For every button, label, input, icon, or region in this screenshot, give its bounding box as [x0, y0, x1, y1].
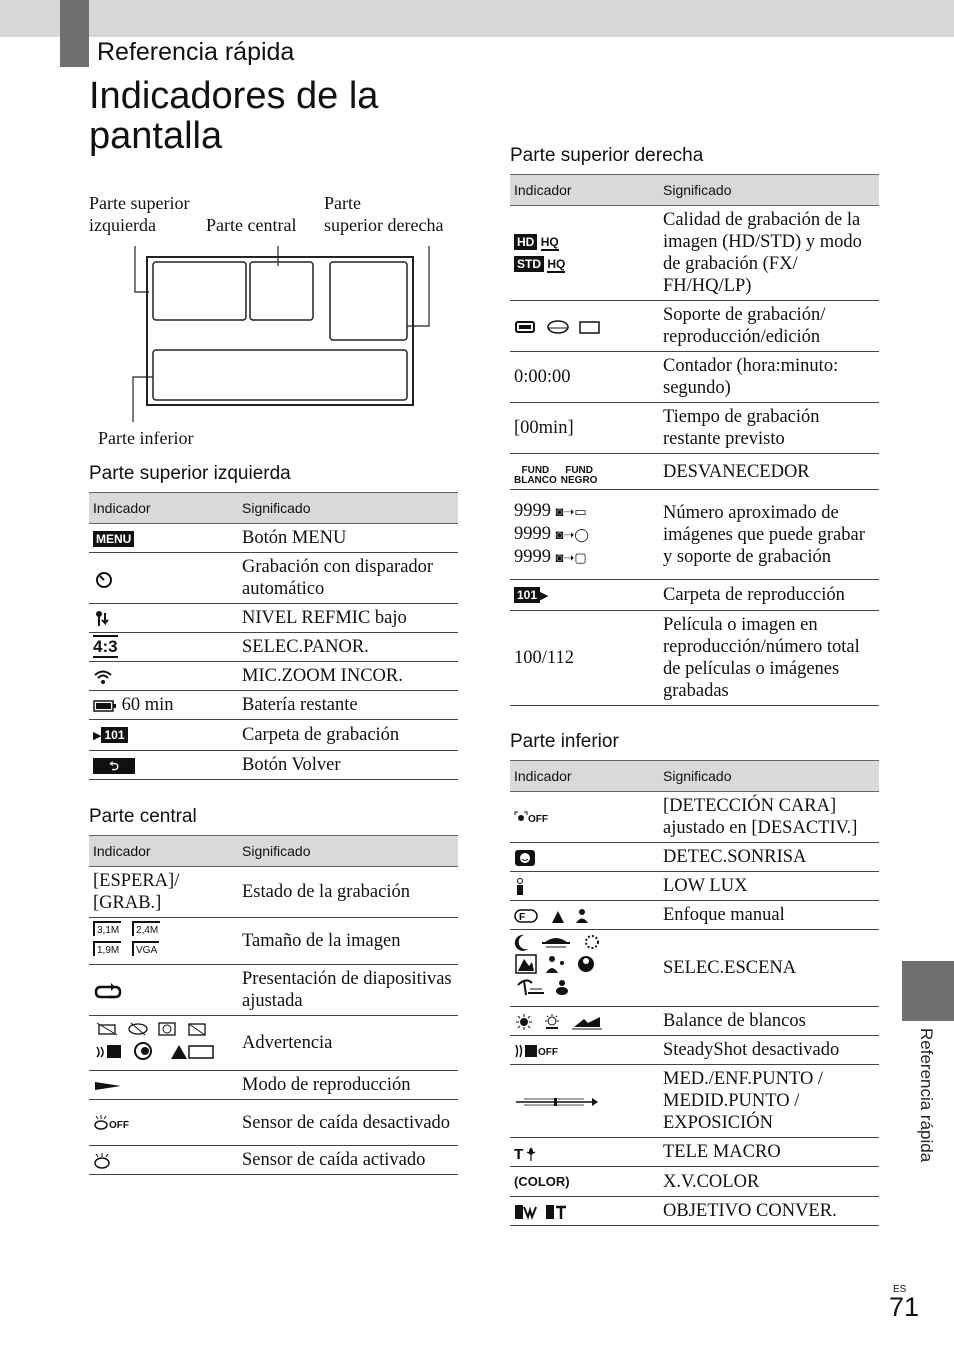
xv-color-icon: (COLOR): [514, 1174, 570, 1189]
table-row: NIVEL REFMIC bajo: [89, 604, 458, 633]
table-row: Advertencia: [89, 1016, 458, 1071]
table-row: 4:3 SELEC.PANOR.: [89, 633, 458, 662]
self-timer-icon: [93, 569, 115, 589]
drop-sensor-off-icon: OFF: [93, 1113, 129, 1133]
table-title-center: Parte central: [89, 806, 197, 827]
table-title-top-left: Parte superior izquierda: [89, 463, 291, 484]
low-lux-icon: [514, 877, 526, 897]
col-header-meaning: Significado: [659, 175, 879, 206]
table-row: [ESPERA]/ [GRAB.] Estado de la grabación: [89, 867, 458, 918]
header-accent-block: [60, 0, 89, 67]
rec-folder-icon: ▶ 101: [93, 724, 128, 744]
play-folder-icon: 101 ▶: [514, 584, 549, 604]
table-row: 3,1M 2,4M 1,9M VGA Tamaño de la imagen: [89, 918, 458, 965]
slideshow-repeat-icon: [93, 981, 123, 1001]
col-header-meaning: Significado: [238, 493, 458, 524]
table-row: Presentación de diapositivas ajustada: [89, 965, 458, 1016]
play-mode-icon: [93, 1079, 123, 1093]
col-header-indicator: Indicador: [510, 761, 659, 792]
screen-layout-diagram: [89, 190, 459, 430]
col-header-indicator: Indicador: [510, 175, 659, 206]
header-bar: [0, 0, 954, 37]
conversion-lens-icons: [514, 1203, 574, 1221]
diagram-label-bottom: Parte inferior: [98, 428, 194, 448]
table-row: Sensor de caída activado: [89, 1146, 458, 1175]
col-header-meaning: Significado: [238, 836, 458, 867]
table-row: MENU Botón MENU: [89, 524, 458, 553]
table-row: 0:00:00 Contador (hora:minuto: segundo): [510, 352, 879, 403]
table-row: OBJETIVO CONVER.: [510, 1197, 879, 1226]
table-row: OFF SteadyShot desactivado: [510, 1036, 879, 1065]
table-row: MED./ENF.PUNTO / MEDID.PUNTO / EXPOSICIÓN: [510, 1065, 879, 1138]
language-code: ES: [893, 1284, 907, 1295]
manual-focus-icons: [514, 907, 594, 925]
page-number: 71: [889, 1292, 920, 1322]
zoom-mic-icon: [93, 668, 113, 686]
table-top-right: [510, 174, 879, 706]
table-row: MIC.ZOOM INCOR.: [89, 662, 458, 691]
diagram-label-top-right: Parte superior derecha: [324, 193, 444, 235]
table-row: 9999 ◙➝▭ 9999 ◙➝◯ 9999 ◙➝▢ Número aproximado de imágenes que puede grabar y soporte de grabación: [510, 490, 879, 580]
battery-icon: [93, 699, 117, 713]
table-row: Grabación con disparador automático: [89, 553, 458, 604]
drop-sensor-on-icon: [93, 1152, 111, 1170]
ref-mic-low-icon: [93, 609, 113, 629]
photo-count-icons: 9999 ◙➝▭ 9999 ◙➝◯ 9999 ◙➝▢: [514, 501, 589, 567]
warning-icons: [93, 1019, 223, 1061]
table-row: LOW LUX: [510, 872, 879, 901]
table-row: FUND BLANCO FUND NEGRO DESVANECEDOR: [510, 454, 879, 490]
table-row: Balance de blancos: [510, 1007, 879, 1036]
media-icons: [514, 318, 604, 336]
menu-icon: MENU: [93, 531, 134, 547]
image-size-icon: 3,1M 2,4M 1,9M VGA: [93, 921, 234, 961]
spot-meter-icon: [514, 1096, 598, 1108]
table-bottom: [510, 760, 879, 1226]
table-title-bottom: Parte inferior: [510, 731, 619, 752]
table-row: 101 ▶ Carpeta de reproducción: [510, 580, 879, 611]
return-icon: ⮌: [93, 758, 135, 774]
tele-macro-icon: [514, 1144, 540, 1162]
smile-detection-icon: [514, 849, 536, 867]
table-row: OFF Sensor de caída desactivado: [89, 1100, 458, 1146]
table-center: [89, 835, 458, 1175]
table-top-left: [89, 492, 458, 780]
table-row: 100/112 Película o imagen en reproducción/número total de películas o imágenes grabadas: [510, 611, 879, 706]
steadyshot-off-icon: OFF: [514, 1040, 558, 1060]
svg-text:F: F: [519, 911, 526, 923]
page-title: Indicadores de la pantalla: [89, 75, 379, 157]
diagram-label-center: Parte central: [206, 215, 297, 235]
table-row: F Enfoque manual: [510, 901, 879, 930]
svg-text:T: T: [514, 1145, 524, 1162]
table-row: (COLOR) X.V.COLOR: [510, 1167, 879, 1197]
table-row: OFF [DETECCIÓN CARA] ajustado en [DESACTIV.]: [510, 792, 879, 843]
col-header-indicator: Indicador: [89, 836, 238, 867]
hd-std-quality-icon: HD HQ STD HQ: [514, 231, 655, 275]
fader-icon: FUND BLANCO FUND NEGRO: [514, 465, 598, 486]
table-title-top-right: Parte superior derecha: [510, 145, 704, 166]
section-title: Referencia rápida: [97, 38, 295, 66]
scene-icons: [514, 933, 614, 997]
table-row: T TELE MACRO: [510, 1138, 879, 1167]
col-header-meaning: Significado: [659, 761, 879, 792]
side-tab-label: Referencia rápida: [917, 1028, 936, 1163]
face-detection-off-icon: OFF: [514, 807, 548, 827]
side-tab-block: [902, 961, 954, 1021]
aspect-ratio-icon: 4:3: [93, 637, 118, 656]
table-row: ⮌ Botón Volver: [89, 751, 458, 780]
col-header-indicator: Indicador: [89, 493, 238, 524]
table-row: DETEC.SONRISA: [510, 843, 879, 872]
table-row: SELEC.ESCENA: [510, 930, 879, 1007]
table-row: HD HQ STD HQ Calidad de grabación de la imagen (HD/STD) y modo de grabación (FX/ FH/HQ/LP): [510, 206, 879, 301]
table-row: ▶ 101 Carpeta de grabación: [89, 720, 458, 751]
diagram-label-top-left: Parte superior izquierda: [89, 193, 190, 235]
table-row: Modo de reproducción: [89, 1071, 458, 1100]
white-balance-icons: [514, 1013, 604, 1031]
table-row: 60 min Batería restante: [89, 691, 458, 720]
table-row: [00min] Tiempo de grabación restante previsto: [510, 403, 879, 454]
table-row: Soporte de grabación/ reproducción/edición: [510, 301, 879, 352]
